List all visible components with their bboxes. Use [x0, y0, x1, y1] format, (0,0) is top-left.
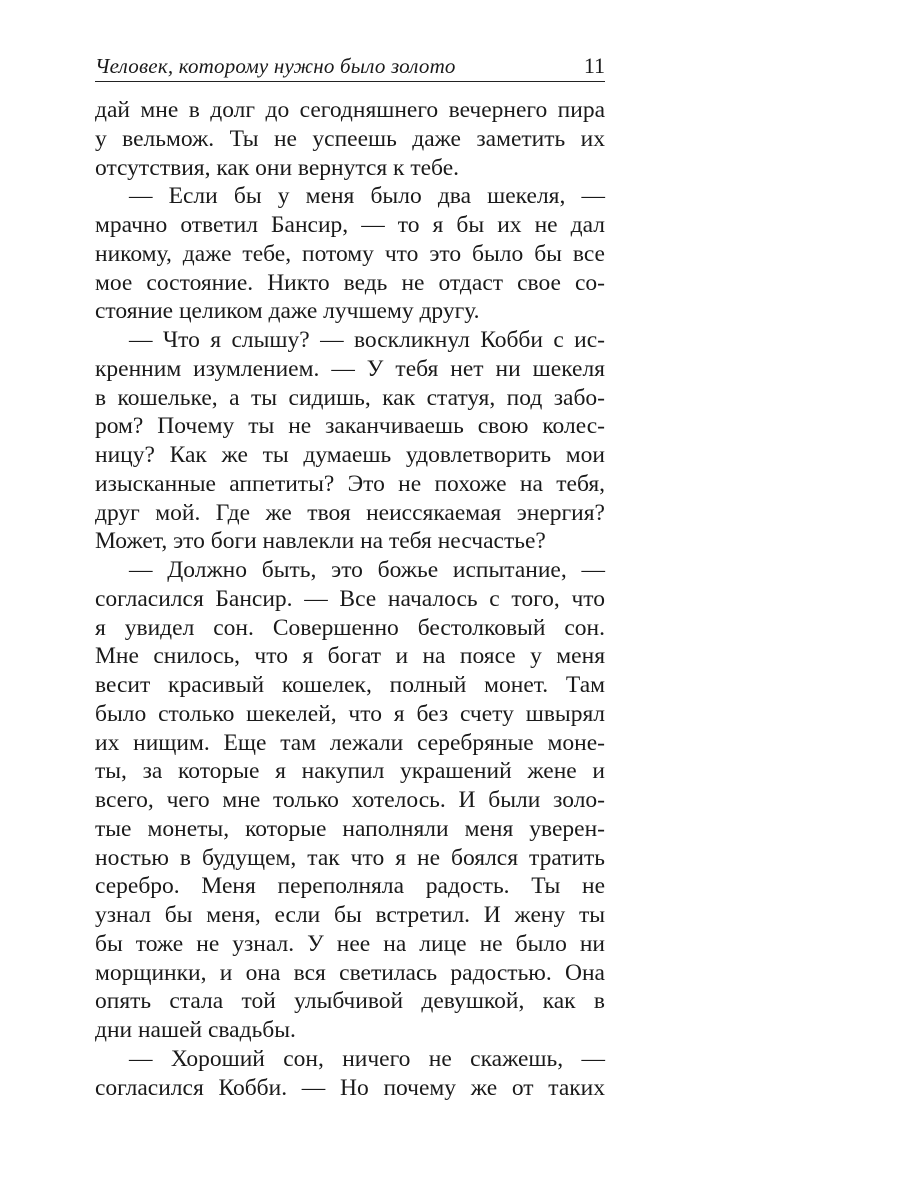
text-line: друг мой. Где же твоя неиссякаемая энергия? — [95, 499, 605, 526]
text-line: изысканные аппетиты? Это не похоже на тебя, — [95, 470, 605, 497]
text-line: их нищим. Еще там лежали серебряные моне- — [95, 729, 605, 756]
text-line: согласился Кобби. — Но почему же от таких — [95, 1074, 605, 1101]
running-title: Человек, которому нужно было золото — [95, 54, 456, 78]
text-line: — Хороший сон, ничего не скажешь, — — [129, 1045, 605, 1072]
text-line: кренним изумлением. — У тебя нет ни шекеля — [95, 355, 605, 382]
text-line: было столько шекелей, что я без счету швырял — [95, 700, 605, 727]
text-line: морщинки, и она вся светилась радостью. Она — [95, 959, 605, 986]
text-line: дни нашей свадьбы. — [95, 1017, 296, 1043]
text-line: отсутствия, как они вернутся к тебе. — [95, 154, 459, 181]
text-line: я увидел сон. Совершенно бестолковый сон. — [95, 614, 605, 641]
text-line: мое состояние. Никто ведь не отдаст свое со- — [95, 269, 605, 296]
text-line: — Что я слышу? — воскликнул Кобби с ис- — [129, 327, 605, 353]
text-line: стояние целиком даже лучшему другу. — [95, 298, 480, 325]
text-line: мрачно ответил Бансир, — то я бы их не дал — [95, 212, 605, 238]
text-line: в кошельке, а ты сидишь, как статуя, под забо- — [95, 384, 605, 411]
text-line: ром? Почему ты не заканчиваешь свою колес- — [95, 413, 605, 440]
text-line: дай мне в долг до сегодняшнего вечернего пира — [95, 97, 605, 123]
text-line: Может, это боги навлекли на тебя несчастье? — [95, 528, 546, 555]
text-line: согласился Бансир. — Все началось с того, что — [95, 585, 605, 612]
text-line: — Если бы у меня было два шекеля, — — [129, 183, 605, 210]
text-line: весит красивый кошелек, полный монет. Там — [95, 672, 605, 698]
page-number: 11 — [583, 53, 605, 78]
text-line: Мне снилось, что я богат и на поясе у меня — [95, 643, 605, 670]
text-line: ты, за которые я накупил украшений жене и — [95, 758, 605, 785]
text-line: узнал бы меня, если бы встретил. И жену ты — [95, 902, 605, 928]
paragraph — [95, 326, 605, 556]
text-line: ностью в будущем, так что я не боялся тратить — [95, 844, 605, 871]
text-line: у вельмож. Ты не успеешь даже заметить их — [95, 125, 605, 152]
book-page — [95, 52, 605, 1102]
text-line: ницу? Как же ты думаешь удовлетворить мои — [95, 442, 605, 468]
paragraph — [95, 1045, 605, 1103]
running-head — [95, 52, 605, 82]
text-line: тые монеты, которые наполняли меня уверен- — [95, 815, 605, 842]
text-line: бы тоже не узнал. У нее на лице не было ни — [95, 930, 605, 957]
text-line: всего, чего мне только хотелось. И были золо- — [95, 787, 605, 813]
paragraph — [95, 182, 605, 326]
paragraph — [95, 556, 605, 1045]
body-text — [95, 96, 605, 1102]
text-line: никому, даже тебе, потому что это было бы все — [95, 240, 605, 267]
text-line: серебро. Меня переполняла радость. Ты не — [95, 873, 605, 900]
paragraph — [95, 96, 605, 182]
text-line: опять стала той улыбчивой девушкой, как в — [95, 988, 605, 1015]
text-line: — Должно быть, это божье испытание, — — [129, 557, 605, 583]
